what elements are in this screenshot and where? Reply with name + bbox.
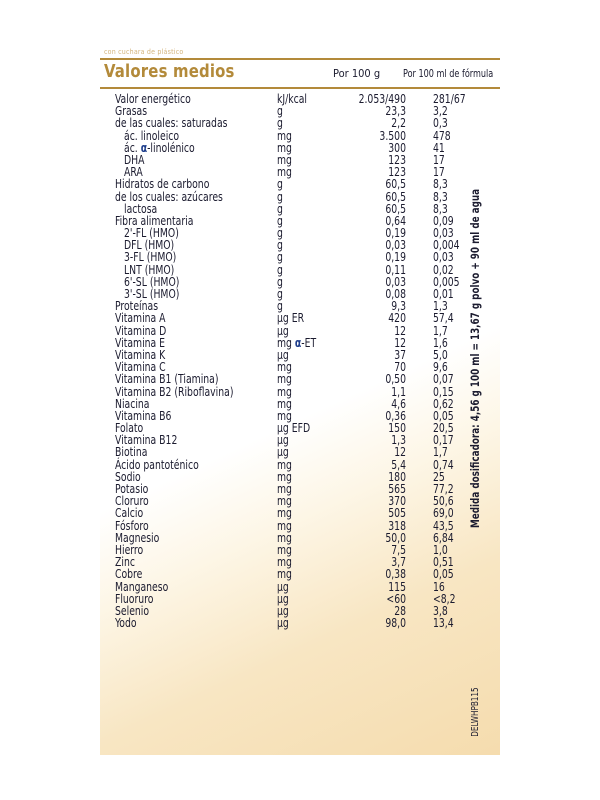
value-per-100g: 2.053/490 (358, 92, 406, 106)
value-per-100g: 12 (394, 323, 406, 338)
nutrient-name: 3'-SL (HMO) (124, 287, 180, 301)
nutrient-unit: mg (277, 140, 292, 155)
value-per-100g: 150 (388, 421, 406, 436)
nutrient-name: Magnesio (115, 530, 160, 545)
value-per-100g: 1,1 (391, 384, 406, 399)
value-per-100ml: <8,2 (433, 591, 456, 606)
value-per-100g: 123 (388, 165, 406, 180)
nutrient-unit: µg (277, 433, 289, 448)
value-per-100ml: 0,62 (433, 396, 454, 411)
value-per-100g: 4,6 (391, 396, 406, 411)
value-per-100ml: 41 (433, 140, 445, 155)
value-per-100g: 0,36 (385, 408, 406, 423)
value-per-100ml: 17 (433, 165, 445, 180)
nutrient-name (124, 142, 195, 154)
nutrient-name: Selenio (115, 603, 150, 618)
nutrient-unit: mg (277, 567, 292, 582)
nutrient-name: Vitamina C (115, 360, 166, 375)
value-per-100ml: 0,02 (433, 262, 454, 277)
value-per-100ml: 57,4 (433, 311, 454, 326)
value-per-100ml: 0,15 (433, 384, 454, 399)
nutrient-name: Grasas (115, 104, 148, 119)
column-header-per-100ml: Por 100 ml de fórmula (403, 67, 494, 80)
value-per-100ml: 17 (433, 152, 445, 167)
value-per-100g: 60,5 (385, 189, 406, 204)
value-per-100ml: 0,09 (433, 213, 454, 228)
alpha-symbol: α (294, 335, 302, 350)
nutrient-unit: g (277, 104, 283, 119)
value-per-100g: 0,03 (385, 274, 406, 289)
divider-top (100, 58, 500, 60)
nutrient-unit: g (277, 299, 283, 314)
value-per-100ml: 8,3 (433, 189, 448, 204)
nutrient-unit: mg (277, 396, 292, 411)
nutrient-name: Fósforo (115, 518, 149, 533)
value-per-100ml: 0,51 (433, 555, 454, 570)
product-code-text: DELWHPB115 (470, 687, 481, 737)
value-per-100g: 12 (394, 335, 406, 350)
nutrient-name: Vitamina E (115, 335, 166, 350)
value-per-100g: 420 (388, 311, 406, 326)
nutrient-name: LNT (HMO) (124, 262, 175, 277)
nutrient-name: Vitamina B1 (Tiamina) (115, 372, 219, 387)
value-per-100ml: 0,004 (433, 238, 460, 253)
nutrient-unit: g (277, 226, 283, 241)
value-per-100g: 123 (388, 152, 406, 167)
nutrient-unit: g (277, 262, 283, 277)
nutrient-unit: µg (277, 347, 289, 362)
cut-off-text: con cuchara de plástico (104, 48, 184, 56)
nutrient-name: Valor energético (115, 92, 191, 106)
nutrient-unit: kJ/kcal (277, 92, 307, 106)
value-per-100g: 0,38 (385, 567, 406, 582)
value-per-100g: <60 (386, 591, 406, 606)
nutrient-name: DHA (124, 152, 145, 167)
value-per-100ml: 0,74 (433, 457, 454, 472)
value-per-100ml: 0,05 (433, 567, 454, 582)
value-per-100ml: 20,5 (433, 421, 454, 436)
value-per-100g: 2,2 (391, 116, 406, 131)
nutrient-name-part: -linolénico (147, 140, 195, 155)
value-per-100g: 300 (388, 140, 406, 155)
nutrient-unit: mg (277, 152, 292, 167)
nutrient-unit: g (277, 238, 283, 253)
nutrition-panel (100, 47, 500, 755)
value-per-100g: 60,5 (385, 177, 406, 192)
value-per-100g: 0,03 (385, 238, 406, 253)
value-per-100ml: 1,7 (433, 323, 448, 338)
nutrient-name: Cobre (115, 567, 143, 582)
nutrient-name: lactosa (124, 201, 158, 216)
nutrient-unit: mg (277, 530, 292, 545)
nutrient-unit: g (277, 201, 283, 216)
value-per-100g: 0,64 (385, 213, 406, 228)
value-per-100ml: 1,0 (433, 542, 448, 557)
value-per-100g: 370 (388, 494, 406, 509)
value-per-100ml: 77,2 (433, 482, 454, 496)
value-per-100ml: 1,6 (433, 335, 448, 350)
nutrient-name-part: ác. (124, 140, 141, 155)
nutrition-rows (100, 93, 500, 629)
value-per-100g: 180 (388, 469, 406, 484)
value-per-100g: 28 (394, 603, 406, 618)
value-per-100g: 50,0 (385, 530, 406, 545)
value-per-100g: 115 (388, 579, 406, 594)
nutrient-name: Fluoruro (115, 591, 154, 606)
value-per-100ml: 0,17 (433, 433, 454, 448)
nutrient-unit: mg (277, 457, 292, 472)
value-per-100ml: 5,0 (433, 347, 448, 362)
nutrient-name: Niacina (115, 396, 150, 411)
value-per-100g: 23,3 (385, 104, 406, 119)
value-per-100ml: 3,8 (433, 603, 448, 618)
value-per-100g: 0,50 (385, 372, 406, 387)
value-per-100ml: 8,3 (433, 177, 448, 192)
value-per-100g: 12 (394, 445, 406, 460)
nutrient-name: Proteínas (115, 299, 159, 314)
nutrient-unit: µg (277, 616, 289, 631)
divider-header (100, 87, 500, 89)
value-per-100g: 3.500 (379, 128, 406, 143)
nutrient-name: Fibra alimentaria (115, 213, 194, 228)
nutrient-name: DFL (HMO) (124, 238, 175, 253)
value-per-100g: 0,19 (385, 226, 406, 241)
value-per-100ml: 25 (433, 469, 445, 484)
nutrient-name: Manganeso (115, 579, 169, 594)
nutrient-name: 3-FL (HMO) (124, 250, 177, 265)
nutrient-name: Hierro (115, 542, 144, 557)
nutrient-unit: µg (277, 591, 289, 606)
value-per-100g: 0,19 (385, 250, 406, 265)
nutrient-unit: g (277, 250, 283, 265)
nutrient-name: ARA (124, 165, 143, 180)
value-per-100ml: 0,005 (433, 274, 460, 289)
nutrient-name: Vitamina B6 (115, 408, 172, 423)
nutrient-unit: g (277, 177, 283, 192)
nutrient-name: Vitamina B2 (Riboflavina) (115, 384, 234, 399)
nutrient-unit: mg (277, 518, 292, 533)
nutrient-name: Cloruro (115, 494, 149, 509)
value-per-100ml: 0,05 (433, 408, 454, 423)
value-per-100g: 0,08 (385, 287, 406, 301)
value-per-100g: 60,5 (385, 201, 406, 216)
nutrient-unit: mg (277, 494, 292, 509)
nutrient-name: Folato (115, 421, 144, 436)
nutrient-name: Yodo (115, 616, 137, 631)
value-per-100g: 7,5 (391, 542, 406, 557)
nutrient-unit: mg (277, 360, 292, 375)
value-per-100g: 98,0 (385, 616, 406, 631)
value-per-100ml: 50,6 (433, 494, 454, 509)
value-per-100g: 37 (394, 347, 406, 362)
nutrient-name: Hidratos de carbono (115, 177, 210, 192)
nutrient-name: 6'-SL (HMO) (124, 274, 180, 289)
value-per-100g: 1,3 (391, 433, 406, 448)
value-per-100ml: 0,01 (433, 287, 454, 301)
value-per-100g: 9,3 (391, 299, 406, 314)
value-per-100g: 318 (388, 518, 406, 533)
value-per-100ml: 9,6 (433, 360, 448, 375)
value-per-100g: 3,7 (391, 555, 406, 570)
value-per-100ml: 8,3 (433, 201, 448, 216)
nutrient-unit: mg (277, 372, 292, 387)
nutrient-name: Vitamina A (115, 311, 166, 326)
nutrient-name: Vitamina D (115, 323, 167, 338)
nutrient-name: de los cuales: azúcares (115, 189, 223, 204)
value-per-100g: 70 (394, 360, 406, 375)
value-per-100ml: 69,0 (433, 506, 454, 521)
nutrient-unit: mg (277, 555, 292, 570)
nutrient-unit: mg (277, 506, 292, 521)
nutrient-name: Potasio (115, 482, 149, 496)
nutrient-name: Vitamina K (115, 347, 166, 362)
value-per-100g: 505 (388, 506, 406, 521)
nutrient-unit: mg (277, 384, 292, 399)
value-per-100ml: 478 (433, 128, 451, 143)
column-header-per-100g: Por 100 g (333, 67, 381, 80)
nutrient-name: Ácido pantoténico (115, 457, 199, 472)
nutrient-unit (277, 337, 316, 349)
nutrient-unit: mg (277, 165, 292, 180)
value-per-100g: 0,11 (385, 262, 406, 277)
table-title: Valores medios (104, 61, 235, 82)
nutrient-unit: mg (277, 542, 292, 557)
nutrient-name: 2'-FL (HMO) (124, 226, 179, 241)
nutrient-unit: g (277, 213, 283, 228)
value-per-100ml: 1,3 (433, 299, 448, 314)
table-header (100, 60, 500, 86)
nutrient-unit: µg (277, 323, 289, 338)
nutrient-name: Vitamina B12 (115, 433, 178, 448)
value-per-100ml: 13,4 (433, 616, 454, 631)
value-per-100ml: 0,3 (433, 116, 448, 131)
value-per-100ml: 43,5 (433, 518, 454, 533)
alpha-symbol: α (140, 140, 148, 155)
nutrient-unit: µg EFD (277, 421, 311, 436)
nutrient-unit: mg (277, 469, 292, 484)
nutrient-unit: µg (277, 579, 289, 594)
nutrient-name: Biotina (115, 445, 148, 460)
nutrient-name: Zinc (115, 555, 135, 570)
value-per-100ml: 281/67 (433, 92, 466, 106)
value-per-100ml: 0,03 (433, 250, 454, 265)
value-per-100ml: 0,07 (433, 372, 454, 387)
nutrition-row (100, 617, 500, 629)
nutrient-name: de las cuales: saturadas (115, 116, 228, 131)
value-per-100g: 5,4 (391, 457, 406, 472)
value-per-100ml: 16 (433, 579, 445, 594)
value-per-100ml: 1,7 (433, 445, 448, 460)
unit-part: mg (277, 335, 295, 350)
nutrient-name: Calcio (115, 506, 144, 521)
nutrient-name: ác. linoleico (124, 128, 180, 143)
value-per-100ml: 0,03 (433, 226, 454, 241)
nutrient-unit: g (277, 116, 283, 131)
unit-part: -ET (301, 335, 317, 350)
nutrient-unit: mg (277, 128, 292, 143)
nutrient-unit: mg (277, 408, 292, 423)
nutrient-unit: g (277, 287, 283, 301)
nutrient-unit: mg (277, 482, 292, 496)
nutrient-unit: µg (277, 603, 289, 618)
value-per-100g: 565 (388, 482, 406, 496)
value-per-100ml: 3,2 (433, 104, 448, 119)
dosage-text: Medida dosificadora: 4,56 g 100 ml = 13,67 g polvo + 90 ml de agua (468, 188, 482, 528)
nutrient-unit: µg ER (277, 311, 305, 326)
nutrient-unit: µg (277, 445, 289, 460)
nutrient-unit: g (277, 189, 283, 204)
nutrient-name: Sodio (115, 469, 141, 484)
value-per-100ml: 6,84 (433, 530, 454, 545)
nutrient-unit: g (277, 274, 283, 289)
